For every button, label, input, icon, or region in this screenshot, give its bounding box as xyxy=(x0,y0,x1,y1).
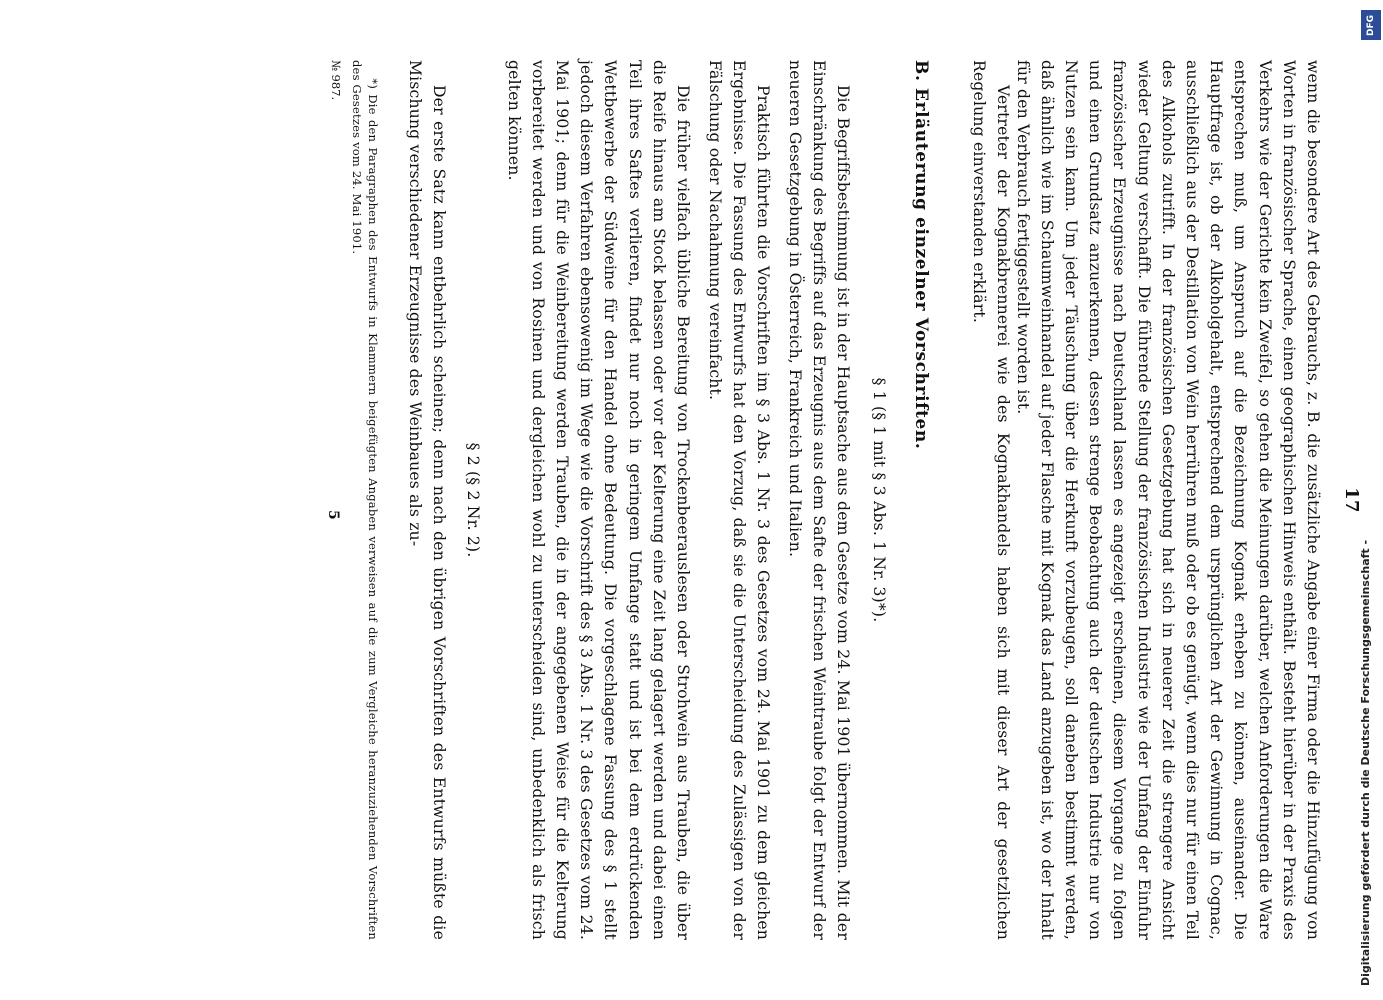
section1-paragraph-3: Die früher vielfach übliche Bereitung von Trockenbeerauslesen oder Strohwein aus Trauben, die über die Reife hinaus am Stock belassen oder vor der Kelterung eine Zeit lang gelagert werden und dabei einen Teil ihres Saftes verlieren, findet nur noch in geringem Umfange statt und ist bei dem erdrückenden Wettbewerbe der Südweine für den Handel ohne Bedeutung. Die vorgeschlagene Fassung des § 1 stellt jedoch diesem Verfahren ebensowenig im Wege wie die Vorschrift des § 3 Abs. 1 Nr. 3 des Gesetzes vom 24. Mai 1901; denn für die Weinbereitung werden Trauben, die in der angegebenen Weise für die Kelterung vorbereitet werden und von Rosinen und dergleichen wohl zu unterscheiden sind, unbedenklich als frisch gelten können. xyxy=(504,60,692,940)
page-number: 17 xyxy=(1341,487,1362,513)
signature-number: № 987. xyxy=(329,60,343,101)
sheet-mark: 5 xyxy=(325,510,341,520)
section2-paragraph-1: Der erste Satz kann entbehrlich scheinen; denn nach den übrigen Vorschriften des Entwurfs müßte die Mischung verschiedener Erzeugnisse des Weinbaues als zu- xyxy=(405,60,448,940)
heading-b: B. Erläuterung einzelner Vorschriften. xyxy=(911,60,931,450)
paragraph-continued: wenn die besondere Art des Gebrauchs, z. B. die zusätzliche Angabe einer Firma oder die Hinzufügung von Worten in französischer Sprache, einen geographischen Hinweis enthält. Besteht hierüber in der Praxis des Verkehrs wie der Gerichte kein Zweifel, so gehen die Meinungen darüber, welchen Anforderungen die Ware entsprechen muß, um Anspruch auf die Bezeichnung Kognak erheben zu können, auseinander. Die Hauptfrage ist, ob der Alkoholgehalt, entsprechend dem ursprünglichen Art der Gewinnung in Cognac, ausschließlich aus der Destillation von Wein herrühren muß oder ob es genügt, wenn dies nur für einen Teil des Alkohols zutrifft. In der französischen Gesetzgebung hat sich in neuerer Zeit die strengere Ansicht wieder Geltung verschafft. Die führende Stellung der französischen Industrie wie der Umfang der Einfuhr französischer Erzeugnisse nach Deutschland lassen es angezeigt erscheinen, diesem Vorgange zu folgen und einen Grundsatz anzuerkennen, dessen strenge Beobachtung auch der deutschen Industrie nur von Nutzen sein kann. Um jeder Täuschung über die Herkunft vorzubeugen, soll daneben bestimmt werden, daß ähnlich wie im Schaumweinhandel auf jeder Flasche mit Kognak das Land anzugeben ist, wo der Inhalt für den Verbrauch fertiggestellt worden ist. xyxy=(1013,60,1322,940)
paragraph-agreement: Vertreter der Kognakbrennerei wie des Kognakhandels haben sich mit dieser Art der gesetzlichen Regelung einverstanden erklärt. xyxy=(969,60,1012,940)
section1-heading: § 1 (§ 1 mit § 3 Abs. 1 Nr. 3)*). xyxy=(870,377,888,623)
section1-paragraph-2: Praktisch führten die Vorschriften im § 3 Abs. 1 Nr. 3 des Gesetzes vom 24. Mai 1901 zu dem gleichen Ergebnisse. Die Fassung des Entwurfs hat den Vorzug, daß sie die Unterscheidung des Zulässigen von der Fälschung oder Nachahmung vereinfacht. xyxy=(705,60,772,940)
section1-paragraph-1: Die Begriffsbestimmung ist in der Hauptsache aus dem Gesetze vom 24. Mai 1901 übernommen. Mit der Einschränkung des Begriffs auf das Erzeugnis aus dem Safte der frischen Weintraube folgt der Entwurf der neueren Gesetzgebung in Österreich, Frankreich und Italien. xyxy=(785,60,852,940)
credit-text: Digitalisierung gefördert durch die Deutsche Forschungsgemeinschaft - xyxy=(1359,539,1372,986)
digitization-credit xyxy=(1359,6,1381,994)
section2-heading: § 2 (§ 2 Nr. 2). xyxy=(464,442,482,558)
document-sheet xyxy=(23,60,1362,940)
dfg-logo: DFG xyxy=(1361,10,1381,40)
footnote: *) Die den Paragraphen des Entwurfs in Klammern beigefügten Angaben verweisen auf die zum Vergleiche heranzuziehenden Vorschriften des Gesetzes vom 24. Mai 1901. xyxy=(350,60,380,940)
